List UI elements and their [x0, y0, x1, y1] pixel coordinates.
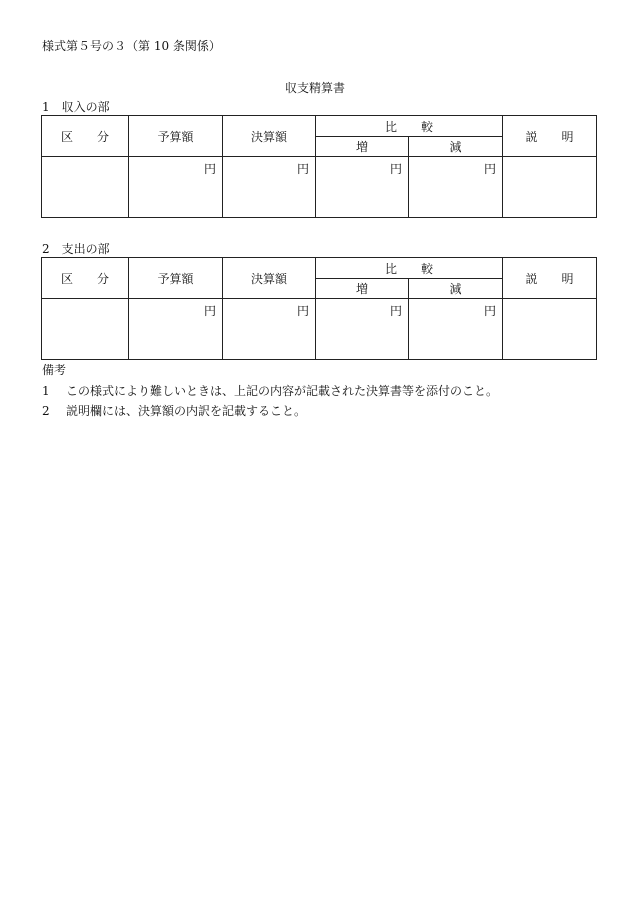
expense-settlement-cell[interactable]: 円: [223, 299, 316, 360]
header-increase: 増: [316, 137, 409, 157]
header-budget: 予算額: [129, 258, 223, 299]
header-settlement: 決算額: [223, 258, 316, 299]
header-category: 区 分: [42, 258, 129, 299]
header-comparison: 比 較: [316, 258, 503, 279]
form-number: 様式第５号の３（第 10 条関係）: [42, 39, 221, 53]
income-budget-cell[interactable]: 円: [129, 157, 223, 218]
expense-section-heading: 2 支出の部: [42, 242, 110, 256]
income-decrease-cell[interactable]: 円: [409, 157, 503, 218]
header-increase: 増: [316, 279, 409, 299]
remarks-heading: 備考: [42, 363, 67, 377]
document-title: 収支精算書: [284, 81, 345, 95]
remark-item: [42, 382, 498, 399]
header-decrease: 減: [409, 137, 503, 157]
header-decrease: 減: [409, 279, 503, 299]
remark-number: 2: [42, 404, 50, 418]
remark-text: この様式により難しいときは、上記の内容が記載された決算書等を添付のこと。: [66, 384, 499, 398]
header-explanation: 説 明: [503, 258, 597, 299]
remark-number: 1: [42, 384, 50, 398]
expense-decrease-cell[interactable]: 円: [409, 299, 503, 360]
expense-increase-cell[interactable]: 円: [316, 299, 409, 360]
income-settlement-cell[interactable]: 円: [223, 157, 316, 218]
expense-table: [41, 257, 597, 360]
remark-text: 説明欄には、決算額の内訳を記載すること。: [66, 404, 307, 418]
header-settlement: 決算額: [223, 116, 316, 157]
income-explanation-cell[interactable]: [503, 157, 597, 218]
expense-explanation-cell[interactable]: [503, 299, 597, 360]
header-budget: 予算額: [129, 116, 223, 157]
header-comparison: 比 較: [316, 116, 503, 137]
expense-budget-cell[interactable]: 円: [129, 299, 223, 360]
expense-category-cell[interactable]: [42, 299, 129, 360]
header-explanation: 説 明: [503, 116, 597, 157]
income-table: [41, 115, 597, 218]
income-category-cell[interactable]: [42, 157, 129, 218]
income-increase-cell[interactable]: 円: [316, 157, 409, 218]
header-category: 区 分: [42, 116, 129, 157]
income-section-heading: 1 収入の部: [42, 100, 110, 114]
remark-item: [42, 402, 306, 419]
